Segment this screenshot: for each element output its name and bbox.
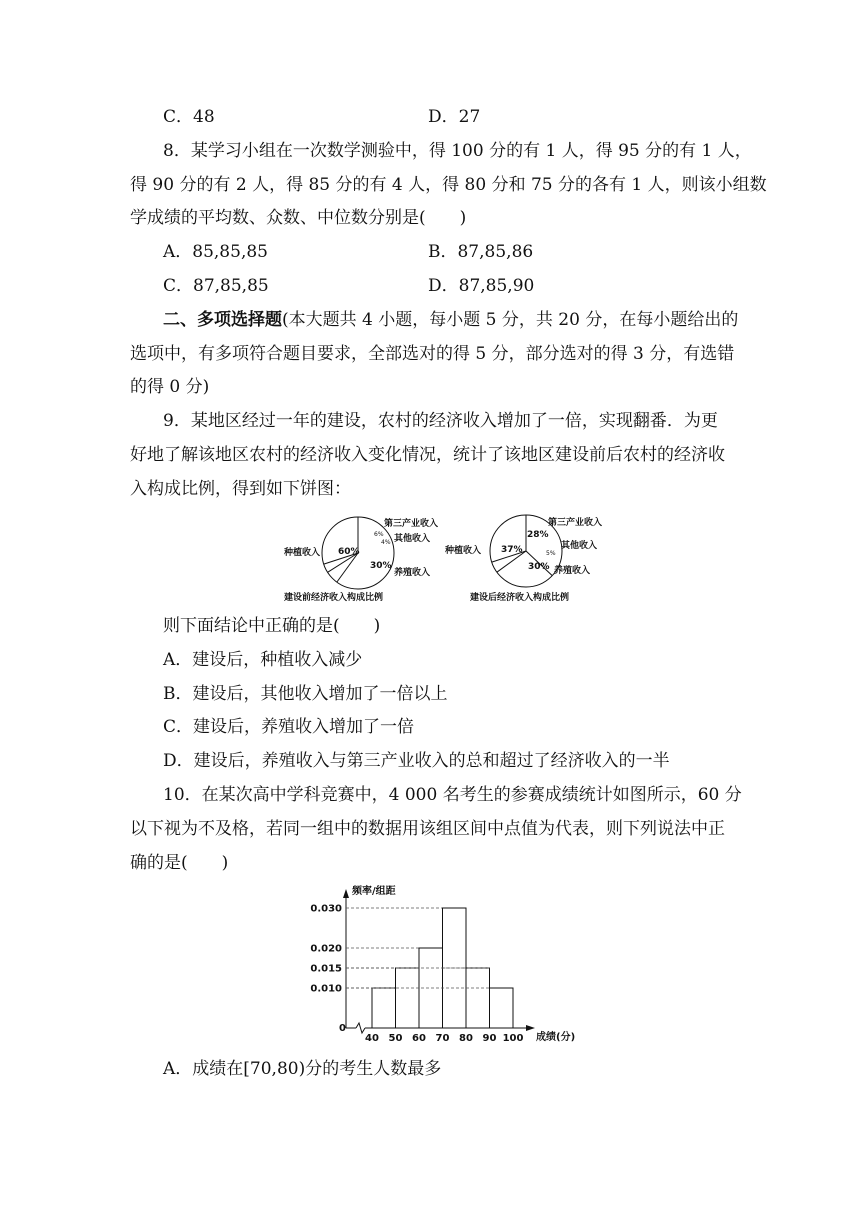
- q9-stem-2: 则下面结论中正确的是( ): [163, 616, 381, 636]
- histogram-x-tick-2: 60: [412, 1033, 426, 1044]
- histogram-y-tick-0: 0.010: [310, 983, 342, 995]
- histogram-marks: [310, 889, 535, 1044]
- q9-option-c: C．建设后，养殖收入增加了一倍: [163, 717, 415, 737]
- pie-chart-before: [276, 512, 452, 606]
- q8-option-a: A．85,85,85: [163, 242, 268, 262]
- histogram-bar-80-90: [466, 968, 490, 1028]
- pie-after-label-plant: 种植收入: [445, 546, 482, 556]
- pie-after-pct-breed: 30%: [528, 562, 550, 572]
- q9-line-1: 9．某地区经过一年的建设，农村的经济收入增加了一倍，实现翻番．为更: [163, 411, 718, 431]
- pie-after-label-other: 其他收入: [561, 541, 598, 551]
- q9-line-3: 入构成比例，得到如下饼图：: [130, 479, 351, 499]
- pie-after-label-tertiary: 第三产业收入: [548, 518, 603, 528]
- histogram-x-tick-6: 100: [502, 1033, 524, 1044]
- pie-chart-after: [440, 512, 616, 606]
- histogram-y-tick-3: 0.030: [310, 903, 342, 915]
- q10-line-3: 确的是( ): [130, 853, 229, 873]
- pie-before-pct-other: 4%: [381, 539, 391, 546]
- q10-option-a: A．成绩在[70,80)分的考生人数最多: [163, 1059, 442, 1079]
- section2-desc: (本大题共 4 小题，每小题 5 分，共 20 分，在每小题给出的: [282, 310, 739, 330]
- pie-before-pct-breed: 30%: [370, 561, 392, 571]
- q9-option-d: D．建设后，养殖收入与第三产业收入的总和超过了经济收入的一半: [163, 751, 670, 771]
- histogram-x-tick-1: 50: [388, 1033, 403, 1044]
- q10-line-1: 10．在某次高中学科竞赛中，4 000 名考生的参赛成绩统计如图所示，60 分: [163, 785, 742, 805]
- score-histogram: [300, 880, 600, 1052]
- q8-line-2: 得 90 分的有 2 人，得 85 分的有 4 人，得 80 分和 75 分的各有 1 人，则该小组数: [130, 175, 767, 195]
- histogram-y-tick-1: 0.015: [310, 963, 342, 975]
- q7-option-c: C．48: [163, 107, 215, 127]
- pie-after-pct-plant: 37%: [501, 545, 523, 555]
- histogram-bar-40-50: [372, 988, 396, 1028]
- histogram-bar-50-60: [396, 968, 420, 1028]
- histogram-x-tick-0: 40: [365, 1033, 379, 1044]
- pie-before-pct-plant: 60%: [338, 547, 360, 557]
- histogram-y-axis-label: 频率/组距: [352, 886, 396, 897]
- pie-after-pct-other: 5%: [546, 550, 556, 557]
- histogram-x-axis-break: [356, 1023, 365, 1033]
- q7-option-d: D．27: [428, 107, 481, 127]
- pie-before-label-breed: 养殖收入: [394, 568, 431, 578]
- q10-line-2: 以下视为不及格，若同一组中的数据用该组区间中点值为代表，则下列说法中正: [130, 819, 725, 839]
- pie-before-label-tertiary: 第三产业收入: [384, 519, 439, 529]
- q8-option-c: C．87,85,85: [163, 276, 269, 296]
- histogram-x-axis-arrow: [526, 1025, 535, 1031]
- q9-option-a: A．建设后，种植收入减少: [163, 650, 363, 670]
- section2-title: 二、多项选择题: [163, 310, 282, 330]
- histogram-x-tick-5: 90: [482, 1033, 497, 1044]
- q9-option-b: B．建设后，其他收入增加了一倍以上: [163, 684, 448, 704]
- section2-line-2: 选项中，有多项符合题目要求，全部选对的得 5 分，部分选对的得 3 分，有选错: [130, 344, 735, 364]
- pie-before-label-other: 其他收入: [394, 534, 431, 544]
- histogram-x-tick-4: 80: [459, 1033, 473, 1044]
- q8-line-1: 8．某学习小组在一次数学测验中，得 100 分的有 1 人，得 95 分的有 1 人，: [163, 141, 752, 161]
- section2-line-1: [163, 309, 738, 331]
- pie-before-caption: 建设前经济收入构成比例: [284, 593, 384, 603]
- section2-line-3: 的得 0 分): [130, 377, 210, 397]
- q9-line-2: 好地了解该地区农村的经济收入变化情况，统计了该地区建设前后农村的经济收: [130, 445, 725, 465]
- histogram-y-tick-2: 0.020: [310, 943, 342, 955]
- histogram-bar-90-100: [490, 988, 514, 1028]
- q8-option-b: B．87,85,86: [428, 242, 534, 262]
- pie-before-pct-tertiary: 6%: [374, 531, 384, 538]
- pie-before-label-plant: 种植收入: [284, 548, 321, 558]
- pie-after-caption: 建设后经济收入构成比例: [470, 593, 570, 603]
- histogram-origin-label: 0: [339, 1023, 346, 1034]
- q8-option-d: D．87,85,90: [428, 276, 535, 296]
- histogram-x-tick-3: 70: [435, 1033, 450, 1044]
- pie-after-label-breed: 养殖收入: [554, 566, 591, 576]
- pie-after-pct-tertiary: 28%: [527, 530, 549, 540]
- histogram-x-axis-label: 成绩(分): [536, 1032, 576, 1043]
- q8-line-3: 学成绩的平均数、众数、中位数分别是( ): [130, 208, 467, 228]
- histogram-y-axis-arrow: [343, 889, 349, 898]
